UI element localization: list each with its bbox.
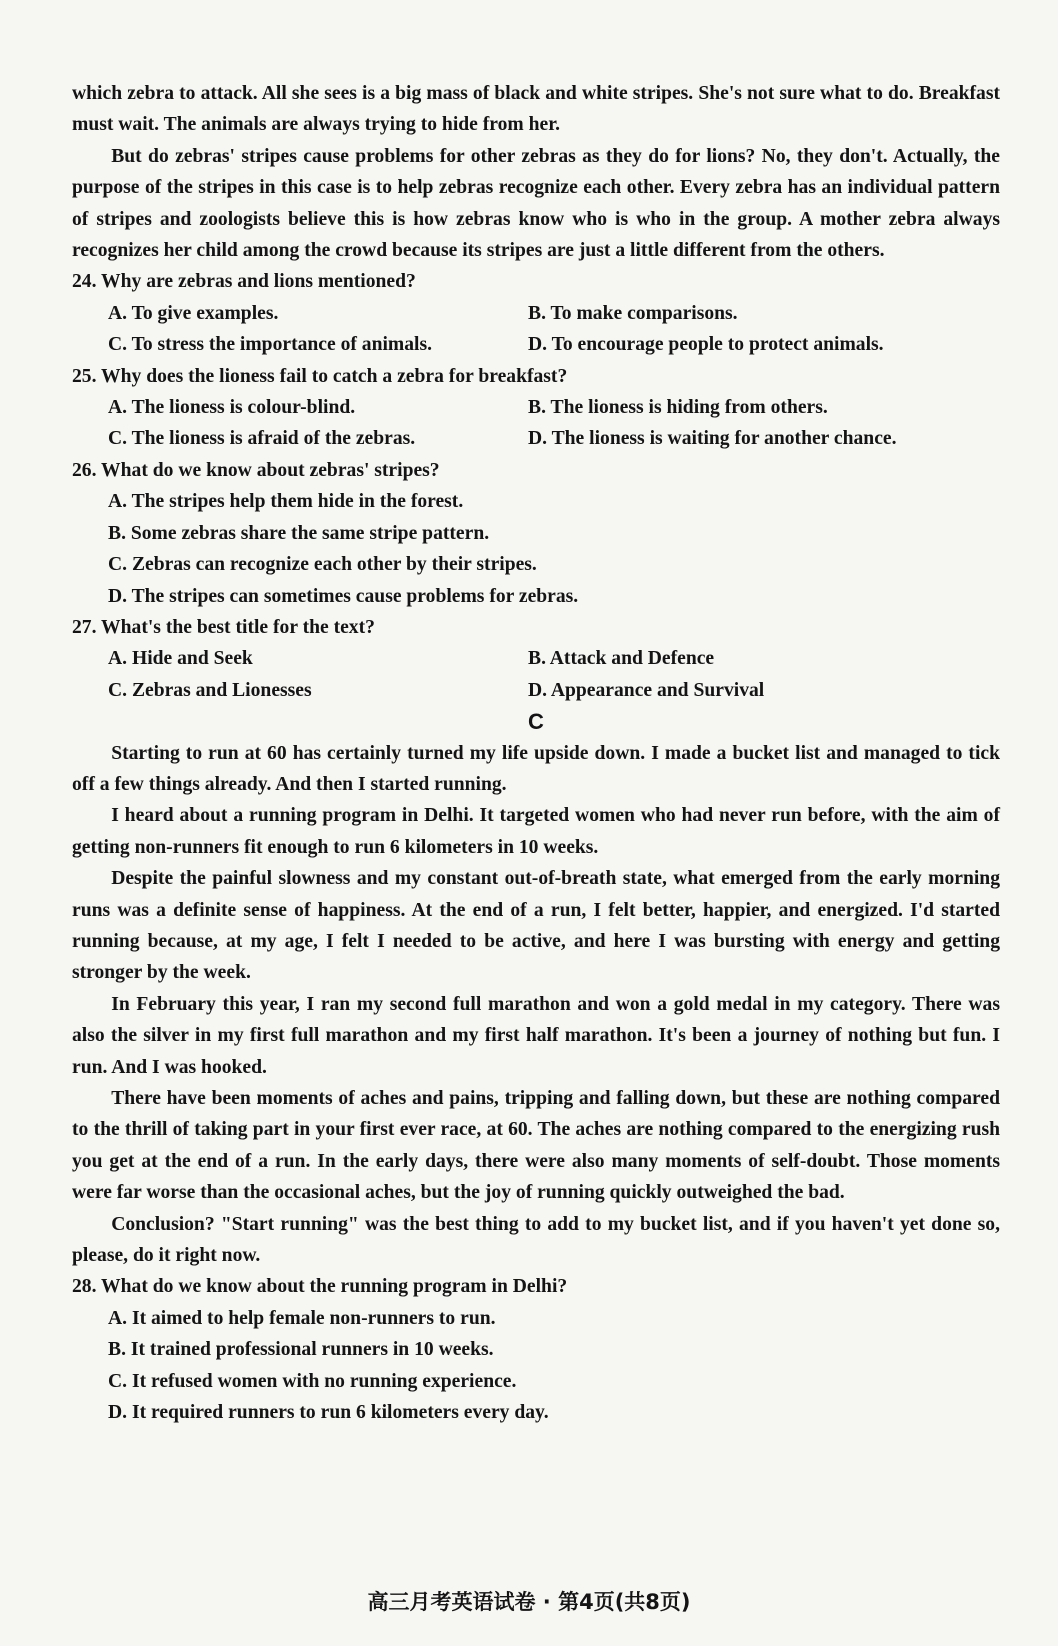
- passage-c-paragraph-1: Starting to run at 60 has certainly turned my life upside down. I made a bucket list and managed to tick off a few things already. And then I started running.: [72, 742, 1000, 795]
- option-b: B. Attack and Defence: [528, 648, 715, 670]
- option-a: A. The stripes help them hide in the forest.: [108, 491, 464, 513]
- question-stem: 25. Why does the lioness fail to catch a zebra for breakfast?: [72, 365, 568, 387]
- question-26: [72, 455, 1000, 612]
- option-d: D. Appearance and Survival: [528, 679, 765, 701]
- passage-b-paragraph-1: which zebra to attack. All she sees is a big mass of black and white stripes. She's not sure what to do. Breakfast must wait. The animals are always trying to hide from her.: [72, 83, 1000, 136]
- option-a: A. Hide and Seek: [108, 648, 253, 670]
- passage-c-paragraph-3: Despite the painful slowness and my constant out-of-breath state, what emerged from the early morning runs was a definite sense of happiness. At the end of a run, I felt better, happier, and energized. I'd started running because, at my age, I felt I needed to be active, and here I was bursting with energy and getting stronger by the week.: [72, 868, 1000, 984]
- question-stem: 26. What do we know about zebras' stripes?: [72, 459, 440, 481]
- option-a: A. It aimed to help female non-runners to run.: [108, 1307, 496, 1329]
- option-b: B. To make comparisons.: [528, 302, 738, 324]
- question-27: [72, 612, 1000, 706]
- option-b: B. Some zebras share the same stripe pattern.: [108, 522, 490, 544]
- question-stem: 24. Why are zebras and lions mentioned?: [72, 271, 416, 293]
- option-c: C. Zebras can recognize each other by their stripes.: [108, 554, 537, 576]
- question-28: [72, 1271, 1000, 1428]
- option-b: B. It trained professional runners in 10 weeks.: [108, 1339, 494, 1361]
- option-c: C. To stress the importance of animals.: [108, 334, 433, 356]
- section-heading-c: C: [528, 709, 544, 735]
- option-d: D. To encourage people to protect animals.: [528, 334, 884, 356]
- option-a: A. To give examples.: [108, 302, 279, 324]
- option-c: C. The lioness is afraid of the zebras.: [108, 428, 416, 450]
- option-a: A. The lioness is colour-blind.: [108, 397, 356, 419]
- passage-b-paragraph-2: But do zebras' stripes cause problems for other zebras as they do for lions? No, they don't. Actually, the purpose of the stripes in this case is to help zebras recognize each other. Every zebra has an individual pattern of stripes and zoologists believe this is how zebras know who is who in the group. A mother zebra always recognizes her child among the crowd because its stripes are just a little different from the others.: [72, 145, 1000, 262]
- passage-c-paragraph-5: There have been moments of aches and pains, tripping and falling down, but these are nothing compared to the thrill of taking part in your first ever race, at 60. The aches are nothing compared to the energizing rush you get at the end of a run. In the early days, there were also many moments of self-doubt. Those moments were far worse than the occasional aches, but the joy of running quickly outweighed the bad.: [72, 1088, 1000, 1204]
- question-stem: 28. What do we know about the running program in Delhi?: [72, 1276, 568, 1298]
- option-d: D. The stripes can sometimes cause problems for zebras.: [108, 585, 579, 607]
- passage-c-paragraph-4: In February this year, I ran my second full marathon and won a gold medal in my category. There was also the silver in my first full marathon and my first half marathon. It's been a journey of nothing but fun. I run. And I was hooked.: [72, 993, 1000, 1078]
- option-c: C. It refused women with no running experience.: [108, 1370, 517, 1392]
- passage-c-paragraph-2: I heard about a running program in Delhi. It targeted women who had never run before, with the aim of getting non-runners fit enough to run 6 kilometers in 10 weeks.: [72, 805, 1000, 858]
- question-stem: 27. What's the best title for the text?: [72, 616, 375, 638]
- page-footer: 高三月考英语试卷 · 第4页(共8页): [367, 1590, 691, 1614]
- question-24: [72, 266, 1000, 360]
- page-content: [72, 78, 1000, 1428]
- question-25: [72, 361, 1000, 455]
- option-b: B. The lioness is hiding from others.: [528, 397, 828, 419]
- option-c: C. Zebras and Lionesses: [108, 679, 312, 701]
- option-d: D. It required runners to run 6 kilometers every day.: [108, 1402, 549, 1424]
- passage-c-paragraph-6: Conclusion? "Start running" was the best thing to add to my bucket list, and if you haven't yet done so, please, do it right now.: [72, 1213, 1000, 1267]
- option-d: D. The lioness is waiting for another chance.: [528, 428, 897, 450]
